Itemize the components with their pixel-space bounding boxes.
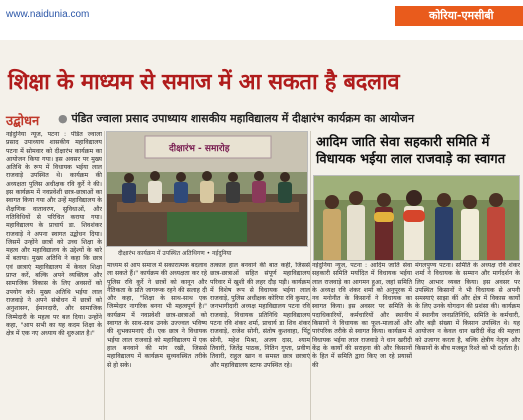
article1-photo	[106, 131, 308, 247]
article2-photo	[313, 175, 520, 261]
welcome-ceremony-illustration	[314, 176, 520, 261]
section-tag: कोरिया-एमसीबी	[395, 6, 523, 26]
photo-banner-text: दीक्षारंभ - समारोह	[169, 144, 230, 154]
article1-column-3: तत्काल हाल बनवाने की बात कही, जिससे छात्र-छात्राओं सहित संपूर्ण महाविद्यालय परिवार में खुशी की लहर दौड़ पड़ी। कार्यक्रम में विशेष रूप से विधायक भईया लाल राजवाड़े, पुलिस अधीक्षक कोरिया रवि कुमार, जनभागीदारी अध्यक्ष महाविद्यालय पटना रवि राजवाड़े, विधायक प्रतिनिधि महाविद्यालय पटना रवि शंकर शर्मा, प्राचार्य डा शिव शंकर राजवाड़े, राजेश सोनी, संतोष कुशवाहा, पिंटू सोनी, महेश मिश्रा, अजय दास, श्याम तिवारी, जितेंद्र पाठक, नितिन गुप्ता, प्रवीण तिवारी, राहुल खान व समस्त छात्र छात्राएं और महाविद्यालय स्टाफ उपस्थित रहे।	[210, 262, 310, 369]
article2-column-2: मंगलपुण्य पटना। समिति के अध्यक्ष रवि शंकर शर्मा ने विधायक के सम्मान और मार्गदर्शन के लिए आभार व्यक्त किया। इस अवसर पर उपस्थित किसानों ने भी विधायक से अपनी समस्याएं साझा कीं और क्षेत्र में विकास कार्यों के लिए उनके योगदान की प्रशंसा की। कार्यक्रम में स्थानीय जनप्रतिनिधि, समिति के कर्मचारी, और बड़ी संख्या में किसान उपस्थित थे। यह आयोजन न केवल धान खरीदी केंद्र की महत्ता को उजागर करता है, बल्कि क्षेत्रीय नेतृत्व और किसानों के बीच मजबूत रिश्ते को भी दर्शाता है।	[415, 262, 520, 352]
article1-headline: शिक्षा के माध्यम से समाज में आ सकता है बदलाव	[8, 69, 400, 95]
article1-sub-headline	[58, 111, 520, 126]
article2-headline: आदिम जाति सेवा सहकारी समिति में विधायक भईया लाल राजवाड़े का स्वागत	[316, 135, 506, 167]
column-divider	[104, 131, 105, 420]
site-url[interactable]: www.naidunia.com	[6, 9, 90, 20]
article2-column-1: नईदुनिया न्यूज, पटना : आदिम जाति सेवा सहकारी समिति मर्यादित में विधायक भईया लाल राजवाड़े का आगमन हुआ, जहां समिति के अध्यक्ष रवि शंकर शर्मा को अनुपूरक में नव मनोनीत के किसानों ने विधायक का स्वागत किया। इस अवसर पर समिति के पदाधिकारियों, कर्मचारियों और स्थानीय किसानों ने विधायक का फूल-मालाओं और पारंपरिक तरीके से स्वागत किया। कार्यक्रम में विधायक भईया लाल राजवाड़े ने धान खरीदी केंद्र के कार्यों की सराहना की और किसानों के हित में समिति द्वारा किए जा रहे प्रयासों की	[312, 262, 412, 369]
bullet-icon: ●	[58, 112, 72, 125]
article1-column-1: नईदुनिया न्यूज, पटना : पंडित ज्वाला प्रसाद उपाध्याय शासकीय महाविद्यालय पटना में सोमवार को दीक्षारंभ कार्यक्रम का आयोजन किया गया। इस अवसर पर मुख्य अतिथि के रूप में विधायक भईया लाल राजवाड़े उपस्थित थे। कार्यक्रम की अध्यक्षता पुलिस अधीक्षक रवि कुर्रे ने की। इस कार्यक्रम में नवप्रवेशी छात्र-छात्राओं का स्वागत किया गया और उन्हें महाविद्यालय के शैक्षणिक वातावरण, सुविधाओं, और गतिविधियों से परिचित कराया गया। महाविद्यालय के प्राचार्य डा. शिवशंकर राजवाड़े ने अपना स्वागत उद्बोधन दिया। जिसमें उन्होंने छात्रों को उच्च शिक्षा के महत्व और महाविद्यालय के उद्देश्यों के बारे में बताया। मुख्य अतिथि ने कहा कि छात्र एवं छात्राएं महाविद्यालय में केवल शिक्षा प्राप्त करें, बल्कि अपने व्यक्तित्व और सामाजिक विकास के लिए अवसरों को उपयोग करें। मुख्य अतिथि भईया लाल राजवाड़े ने अपने संबोधन में छात्रों को अनुशासन, ईमानदारी, और सामाजिक जिम्मेदारी के महत्व पर बल दिया। उन्होंने कहा, "आप सभी का यह कदम शिक्षा के क्षेत्र में एक नए अध्याय की शुरुआत है।"	[6, 131, 102, 338]
article1-column-2: माध्यम से आप समाज में सकारात्मक बदलाव ला सकते हैं।" कार्यक्रम की अध्यक्षता कर रहे पुलिस रवि कुर्रे ने छात्रों को कानून और नैतिकता के प्रति जागरूक रहने की सलाह दी और कहा, "शिक्षा के साथ-साथ एक जिम्मेदार नागरिक बनना भी महत्वपूर्ण है।" कार्यक्रम में नवप्रवेशी छात्र-छात्राओं को स्वागत के साथ-साथ उनके उज्ज्वल भविष्य की शुभकामनाएं दी। एक छात्र ने विधायक भईया लाल राजवाड़े को महाविद्यालय में एक हाल बनवाने की मांग रखी, जिससे महाविद्यालय में कार्यक्रम सुव्यवस्थित तरीके से हो सके।	[107, 262, 207, 369]
article1-kicker: उद्बोधन	[6, 114, 40, 129]
page-header	[0, 0, 523, 40]
section-divider	[310, 131, 311, 420]
article1-sub-headline-text: पंडित ज्वाला प्रसाद उपाध्याय शासकीय महाविद्यालय में दीक्षारंभ कार्यक्रम का आयोजन	[71, 112, 415, 125]
article1-photo-caption: दीक्षारंभ कार्यक्रम में उपस्थित अतिथिगण • नईदुनिया	[118, 250, 232, 257]
